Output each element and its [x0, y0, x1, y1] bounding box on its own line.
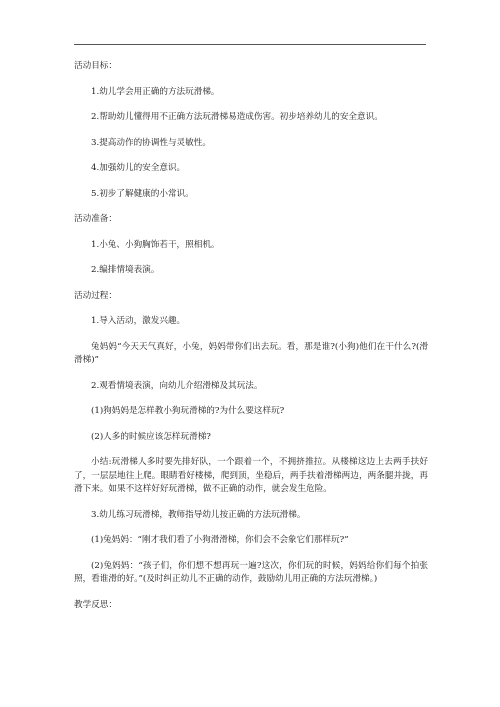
- goal-item: 5.初步了解健康的小常识。: [91, 188, 194, 199]
- process-step: 3.幼儿练习玩滑梯，教师指导幼儿按正确的方法玩滑梯。: [91, 509, 306, 520]
- process-question: (1)狗妈妈是怎样教小狗玩滑梯的?为什么要这样玩?: [91, 406, 285, 416]
- goal-item: 2.帮助幼儿懂得用不正确方法玩滑梯易造成伤害。初步培养幼儿的安全意识。: [91, 112, 383, 122]
- document-body: [74, 60, 428, 624]
- goal-item: 1.幼儿学会用正确的方法玩滑梯。: [91, 86, 220, 97]
- process-dialogue: (2)兔妈妈：“孩子们，你们想不想再玩一遍?这次，你们玩的时候，妈妈给你们每个拍张照，看谁滑的好。”(及时纠正幼儿不正确的动作，鼓励幼儿用正确的方法玩滑梯。): [74, 560, 428, 584]
- process-step: 2.观看情境表演，向幼儿介绍滑梯及其玩法。: [91, 380, 263, 391]
- goal-item: 4.加强幼儿的安全意识。: [91, 163, 186, 173]
- process-dialogue: 兔妈妈“今天天气真好，小兔，妈妈带你们出去玩。看，那是谁?(小狗)他们在干什么?(滑滑梯)”: [74, 341, 428, 365]
- process-summary: 小结:玩滑梯人多时要先排好队，一个跟着一个，不拥挤推拉。从楼梯这边上去两手扶好了，一层层地往上爬。眼睛看好楼梯，爬到顶，坐稳后，两手扶着滑梯两边，两条腿并拢，再滑下来。如果不这样好好玩滑梯，做不正确的动作，就会发生危险。: [74, 457, 428, 494]
- prep-item: 1.小兔、小狗胸饰若干，照相机。: [91, 239, 220, 250]
- prep-item: 2.编排情境表演。: [91, 265, 160, 275]
- prep-heading: 活动准备：: [74, 214, 117, 224]
- header-rule: [74, 44, 426, 45]
- goal-item: 3.提高动作的协调性与灵敏性。: [91, 137, 211, 148]
- process-heading: 活动过程：: [74, 290, 117, 301]
- reflection-heading: 教学反思：: [74, 599, 117, 610]
- goals-heading: 活动目标：: [74, 61, 117, 71]
- process-question: (2)人多的时候应该怎样玩滑梯?: [91, 431, 211, 442]
- process-step: 1.导入活动，激发兴趣。: [91, 316, 186, 326]
- process-dialogue: (1)兔妈妈：“刚才我们看了小狗滑滑梯，你们会不会象它们那样玩?”: [91, 535, 349, 545]
